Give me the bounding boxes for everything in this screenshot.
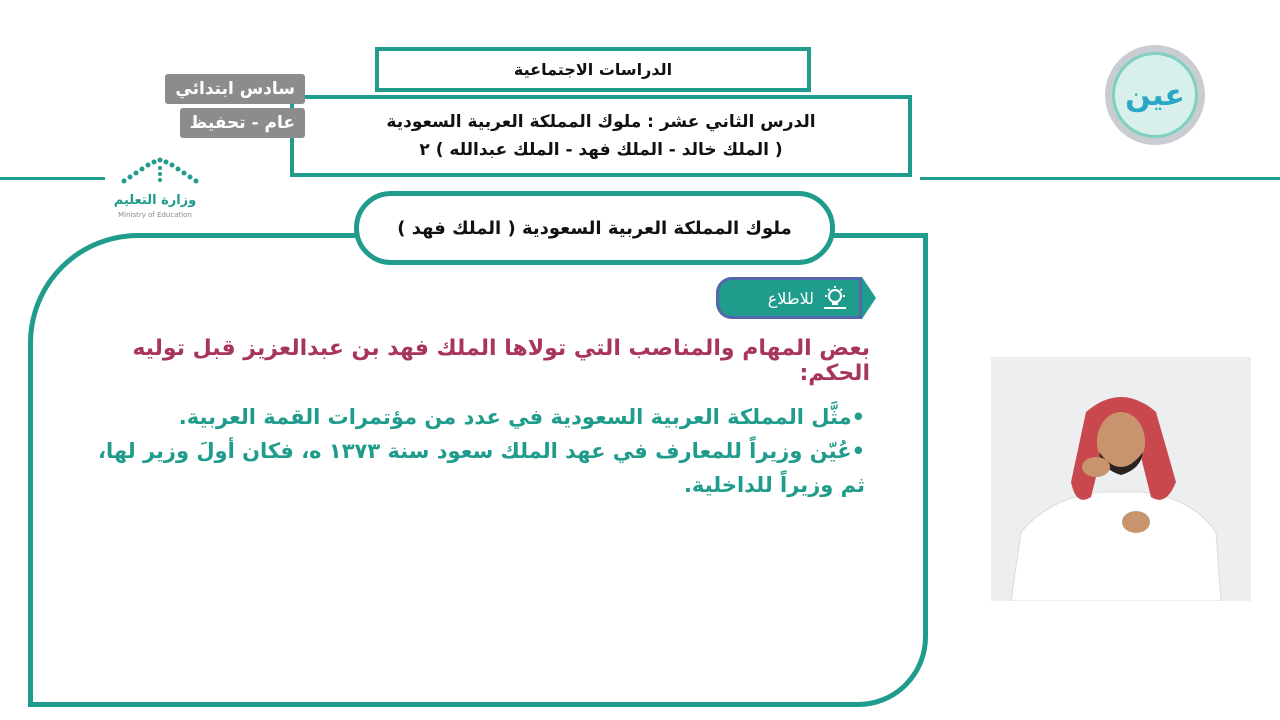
ministry-name-en: Ministry of Education xyxy=(118,211,192,219)
header-divider-left xyxy=(0,177,105,180)
section-heading: بعض المهام والمناصب التي تولاها الملك فهد بن عبدالعزيز قبل توليه الحكم: xyxy=(132,336,870,386)
track-tag: عام - تحفيظ xyxy=(180,108,305,138)
info-badge-arrow xyxy=(862,277,876,319)
lightbulb-icon xyxy=(822,285,848,311)
card-title: ملوك المملكة العربية السعودية ( الملك فهد ) xyxy=(354,191,835,265)
info-badge-label: للاطلاع xyxy=(767,288,814,308)
info-badge xyxy=(716,277,862,319)
bullet-item: •عُيّن وزيراً للمعارف في عهد الملك سعود سنة ١٣٧٣ ه، فكان أولَ وزير لها، ثم وزيراً للداخلية. xyxy=(98,439,865,497)
bullet-item: •مثَّل المملكة العربية السعودية في عدد من مؤتمرات القمة العربية. xyxy=(178,405,865,429)
ain-logo xyxy=(1105,45,1205,145)
lesson-title-box xyxy=(290,95,912,177)
grade-tag: سادس ابتدائي xyxy=(165,74,305,104)
ain-logo-text: عين xyxy=(1112,52,1198,138)
lesson-title-line2: ( الملك خالد - الملك فهد - الملك عبدالله ) ٢ xyxy=(419,140,783,160)
header-divider-right xyxy=(920,177,1280,180)
ministry-name-ar: وزارة التعليم xyxy=(113,193,197,208)
lesson-title-line1: الدرس الثاني عشر : ملوك المملكة العربية السعودية xyxy=(386,112,816,132)
interpreter-video xyxy=(991,357,1251,601)
bullet-list xyxy=(95,400,865,502)
subject-title: الدراسات الاجتماعية xyxy=(375,47,811,92)
